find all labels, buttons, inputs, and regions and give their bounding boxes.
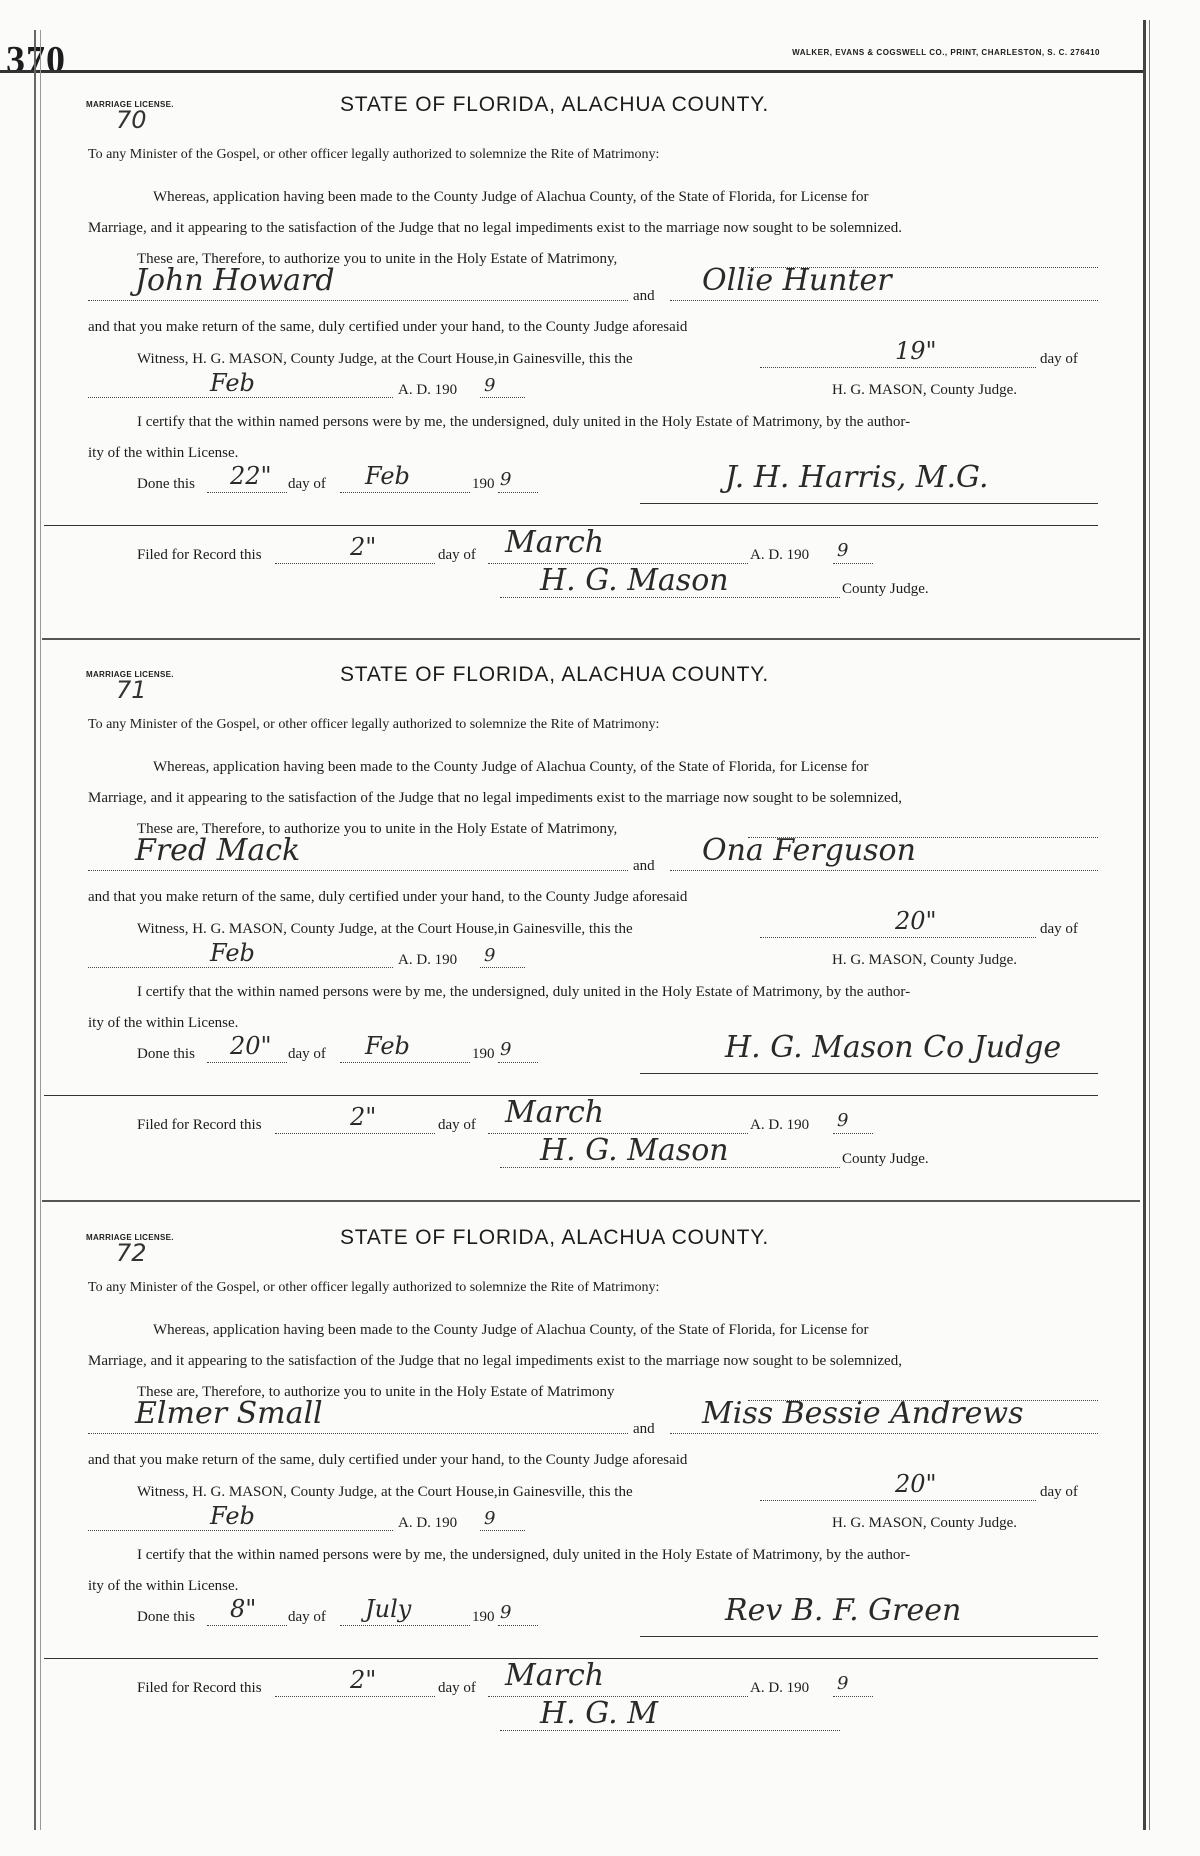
filed-month: March bbox=[505, 525, 605, 560]
clerk-line bbox=[500, 597, 840, 598]
license-heading: STATE OF FLORIDA, ALACHUA COUNTY. bbox=[340, 93, 769, 116]
filed-month: March bbox=[505, 1658, 605, 1693]
filed-day: 2" bbox=[350, 1666, 377, 1694]
done-day-of-label: day of bbox=[288, 1046, 326, 1062]
address-line: To any Minister of the Gospel, or other officer legally authorized to solemnize the Rite of Matrimony: bbox=[88, 147, 660, 162]
witness-month: Feb bbox=[210, 369, 255, 397]
witness-year-line bbox=[480, 967, 525, 968]
ad-label: A. D. 190 bbox=[398, 382, 458, 398]
clerk-signature: H. G. M bbox=[540, 1696, 658, 1731]
done-year-prefix: 190 bbox=[472, 1609, 495, 1625]
filed-day-line bbox=[275, 1133, 435, 1134]
done-year-line bbox=[498, 1062, 538, 1063]
page-number: 370 bbox=[6, 39, 66, 81]
these-are-line: These are, Therefore, to authorize you to unite in the Holy Estate of Matrimony, bbox=[137, 821, 618, 837]
clerk-line bbox=[500, 1730, 840, 1731]
filed-year: 9 bbox=[837, 540, 849, 561]
certify-line-2: ity of the within License. bbox=[88, 445, 239, 461]
clerk-line bbox=[500, 1167, 840, 1168]
left-margin-rule-inner bbox=[40, 30, 41, 1830]
done-day-of-label: day of bbox=[288, 1609, 326, 1625]
clerk-signature: H. G. Mason bbox=[540, 563, 729, 598]
witness-year: 9 bbox=[484, 1508, 496, 1529]
done-day-of-label: day of bbox=[288, 476, 326, 492]
done-this-label: Done this bbox=[137, 1046, 195, 1062]
whereas-line-1: Whereas, application having been made to the County Judge of Alachua County, of the State of Florida, for License for bbox=[153, 1322, 869, 1338]
bride-name: Ona Ferguson bbox=[702, 833, 916, 868]
whereas-line-2: Marriage, and it appearing to the satisfaction of the Judge that no legal impediments exist to the marriage now sought to be solemnized. bbox=[88, 220, 902, 236]
ad-label: A. D. 190 bbox=[398, 952, 458, 968]
done-year: 9 bbox=[500, 1602, 512, 1623]
certify-line-2: ity of the within License. bbox=[88, 1015, 239, 1031]
whereas-line-2: Marriage, and it appearing to the satisfaction of the Judge that no legal impediments exist to the marriage now sought to be solemnized, bbox=[88, 1353, 902, 1369]
witness-day: 20" bbox=[895, 907, 937, 935]
done-month: July bbox=[365, 1595, 412, 1623]
filed-day-line bbox=[275, 563, 435, 564]
filed-label: Filed for Record this bbox=[137, 1117, 262, 1133]
license-section-72 bbox=[80, 1218, 1100, 1778]
license-number: 70 bbox=[116, 106, 147, 134]
whereas-line-1: Whereas, application having been made to the County Judge of Alachua County, of the State of Florida, for License for bbox=[153, 759, 869, 775]
filed-day: 2" bbox=[350, 533, 377, 561]
signature-line bbox=[640, 503, 1098, 504]
address-line: To any Minister of the Gospel, or other officer legally authorized to solemnize the Rite of Matrimony: bbox=[88, 717, 660, 732]
filed-ad-label: A. D. 190 bbox=[750, 1117, 810, 1133]
done-year: 9 bbox=[500, 1039, 512, 1060]
filed-label: Filed for Record this bbox=[137, 1680, 262, 1696]
witness-day-line bbox=[760, 937, 1036, 938]
done-month: Feb bbox=[365, 1032, 410, 1060]
witness-month: Feb bbox=[210, 939, 255, 967]
these-are-line: These are, Therefore, to authorize you to unite in the Holy Estate of Matrimony bbox=[137, 1384, 615, 1400]
certify-line-1: I certify that the within named persons were by me, the undersigned, duly united in the Holy Estate of Matrimony, by the author- bbox=[137, 984, 911, 1000]
day-of-label: day of bbox=[1040, 921, 1078, 937]
filed-label: Filed for Record this bbox=[137, 547, 262, 563]
address-line: To any Minister of the Gospel, or other officer legally authorized to solemnize the Rite of Matrimony: bbox=[88, 1280, 660, 1295]
certify-line-1: I certify that the within named persons were by me, the undersigned, duly united in the Holy Estate of Matrimony, by the author- bbox=[137, 1547, 911, 1563]
witness-year: 9 bbox=[484, 375, 496, 396]
county-judge-label: County Judge. bbox=[842, 1151, 929, 1167]
officiant-signature: J. H. Harris, M.G. bbox=[725, 460, 989, 495]
done-month-line bbox=[340, 1062, 470, 1063]
bride-line bbox=[670, 300, 1098, 301]
filed-year-line bbox=[833, 563, 873, 564]
witness-month-line bbox=[88, 967, 393, 968]
filed-ad-label: A. D. 190 bbox=[750, 547, 810, 563]
certify-line-1: I certify that the within named persons were by me, the undersigned, duly united in the Holy Estate of Matrimony, by the author- bbox=[137, 414, 911, 430]
filed-day-of-label: day of bbox=[438, 547, 476, 563]
license-number: 72 bbox=[116, 1239, 147, 1267]
done-year-line bbox=[498, 1625, 538, 1626]
groom-line bbox=[88, 1433, 628, 1434]
done-year: 9 bbox=[500, 469, 512, 490]
bride-name: Ollie Hunter bbox=[702, 263, 892, 298]
officiant-signature: Rev B. F. Green bbox=[725, 1593, 962, 1628]
witness-year-line bbox=[480, 397, 525, 398]
day-of-label: day of bbox=[1040, 1484, 1078, 1500]
witness-line: Witness, H. G. MASON, County Judge, at the Court House,in Gainesville, this the bbox=[137, 921, 633, 937]
done-day: 8" bbox=[230, 1595, 257, 1623]
filed-year-line bbox=[833, 1696, 873, 1697]
whereas-line-1: Whereas, application having been made to the County Judge of Alachua County, of the State of Florida, for License for bbox=[153, 189, 869, 205]
signature-line bbox=[640, 1636, 1098, 1637]
and-label: and bbox=[633, 1421, 655, 1437]
bride-line bbox=[670, 1433, 1098, 1434]
right-margin-rule-inner bbox=[1149, 20, 1150, 1830]
done-day-line bbox=[207, 1062, 287, 1063]
ad-label: A. D. 190 bbox=[398, 1515, 458, 1531]
groom-line bbox=[88, 870, 628, 871]
witness-month-line bbox=[88, 397, 393, 398]
filed-year-line bbox=[833, 1133, 873, 1134]
right-margin-rule bbox=[1143, 20, 1146, 1830]
filed-month: March bbox=[505, 1095, 605, 1130]
done-month-line bbox=[340, 1625, 470, 1626]
clerk-signature: H. G. Mason bbox=[540, 1133, 729, 1168]
filed-year: 9 bbox=[837, 1110, 849, 1131]
filed-day: 2" bbox=[350, 1103, 377, 1131]
county-judge-label: County Judge. bbox=[842, 581, 929, 597]
done-year-line bbox=[498, 492, 538, 493]
witness-month-line bbox=[88, 1530, 393, 1531]
witness-month: Feb bbox=[210, 1502, 255, 1530]
filed-day-line bbox=[275, 1696, 435, 1697]
done-day-line bbox=[207, 1625, 287, 1626]
left-margin-rule bbox=[34, 30, 36, 1830]
witness-year-line bbox=[480, 1530, 525, 1531]
done-month: Feb bbox=[365, 462, 410, 490]
return-line: and that you make return of the same, duly certified under your hand, to the County Judge aforesaid bbox=[88, 319, 688, 335]
done-year-prefix: 190 bbox=[472, 1046, 495, 1062]
judge-name: H. G. MASON, County Judge. bbox=[832, 382, 1018, 398]
witness-day-line bbox=[760, 367, 1036, 368]
printer-imprint: WALKER, EVANS & COGSWELL CO., PRINT, CHARLESTON, S. C. 276410 bbox=[792, 48, 1100, 57]
and-label: and bbox=[633, 288, 655, 304]
judge-name: H. G. MASON, County Judge. bbox=[832, 1515, 1018, 1531]
groom-name: Fred Mack bbox=[135, 833, 301, 868]
bride-line bbox=[670, 870, 1098, 871]
done-this-label: Done this bbox=[137, 476, 195, 492]
whereas-line-2: Marriage, and it appearing to the satisfaction of the Judge that no legal impediments exist to the marriage now sought to be solemnized, bbox=[88, 790, 902, 806]
witness-day: 20" bbox=[895, 1470, 937, 1498]
witness-line: Witness, H. G. MASON, County Judge, at the Court House,in Gainesville, this the bbox=[137, 351, 633, 367]
license-heading: STATE OF FLORIDA, ALACHUA COUNTY. bbox=[340, 663, 769, 686]
certify-line-2: ity of the within License. bbox=[88, 1578, 239, 1594]
license-label: MARRIAGE LICENSE. bbox=[86, 670, 174, 679]
license-label: MARRIAGE LICENSE. bbox=[86, 100, 174, 109]
witness-day-line bbox=[760, 1500, 1036, 1501]
bride-name: Miss Bessie Andrews bbox=[702, 1396, 1024, 1431]
done-year-prefix: 190 bbox=[472, 476, 495, 492]
done-this-label: Done this bbox=[137, 1609, 195, 1625]
judge-name: H. G. MASON, County Judge. bbox=[832, 952, 1018, 968]
done-day: 22" bbox=[230, 462, 272, 490]
filed-year: 9 bbox=[837, 1673, 849, 1694]
officiant-signature: H. G. Mason Co Judge bbox=[725, 1030, 1062, 1065]
license-label: MARRIAGE LICENSE. bbox=[86, 1233, 174, 1242]
groom-name: John Howard bbox=[135, 263, 335, 298]
these-are-line: These are, Therefore, to authorize you to unite in the Holy Estate of Matrimony, bbox=[137, 251, 618, 267]
filed-day-of-label: day of bbox=[438, 1680, 476, 1696]
groom-name: Elmer Small bbox=[135, 1396, 323, 1431]
return-line: and that you make return of the same, duly certified under your hand, to the County Judge aforesaid bbox=[88, 1452, 688, 1468]
return-line: and that you make return of the same, duly certified under your hand, to the County Judge aforesaid bbox=[88, 889, 688, 905]
done-day-line bbox=[207, 492, 287, 493]
filed-day-of-label: day of bbox=[438, 1117, 476, 1133]
license-section-70 bbox=[80, 85, 1100, 645]
witness-year: 9 bbox=[484, 945, 496, 966]
top-rule bbox=[0, 70, 1145, 73]
day-of-label: day of bbox=[1040, 351, 1078, 367]
and-label: and bbox=[633, 858, 655, 874]
signature-line bbox=[640, 1073, 1098, 1074]
license-number: 71 bbox=[116, 676, 147, 704]
done-day: 20" bbox=[230, 1032, 272, 1060]
witness-line: Witness, H. G. MASON, County Judge, at the Court House,in Gainesville, this the bbox=[137, 1484, 633, 1500]
witness-day: 19" bbox=[895, 337, 937, 365]
filed-ad-label: A. D. 190 bbox=[750, 1680, 810, 1696]
license-heading: STATE OF FLORIDA, ALACHUA COUNTY. bbox=[340, 1226, 769, 1249]
groom-line bbox=[88, 300, 628, 301]
license-section-71 bbox=[80, 655, 1100, 1215]
done-month-line bbox=[340, 492, 470, 493]
